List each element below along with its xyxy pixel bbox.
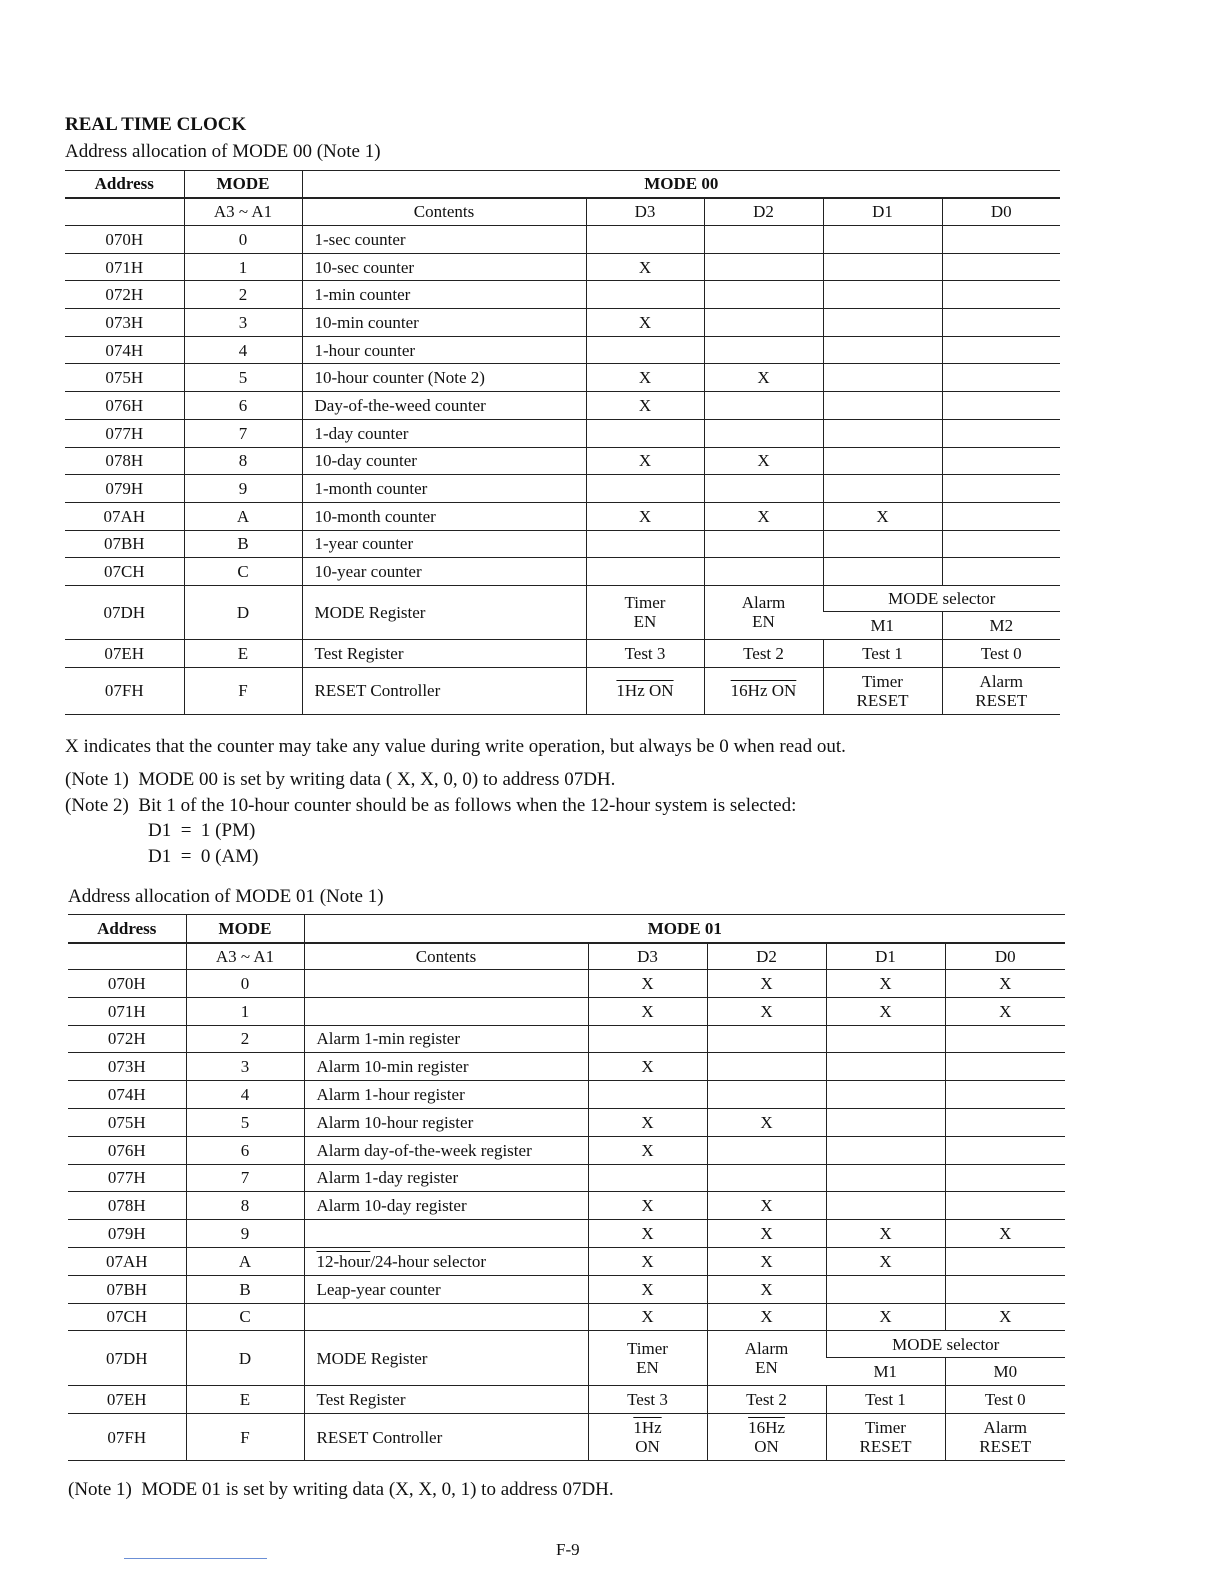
d1-cell: X — [826, 1247, 945, 1275]
contents-header: Contents — [304, 943, 588, 970]
mode-cell: 8 — [186, 1192, 304, 1220]
contents-cell: 1-hour counter — [302, 336, 586, 364]
d2-cell — [704, 253, 823, 281]
address-cell: 07AH — [68, 1247, 186, 1275]
reset-d0: Alarm RESET — [942, 667, 1060, 714]
test-reg-contents: Test Register — [304, 1386, 588, 1414]
mode-name-header: MODE 00 — [302, 171, 1060, 198]
mode-cell: 6 — [184, 392, 302, 420]
d3-cell — [586, 530, 704, 558]
address-cell: 071H — [68, 997, 186, 1025]
a-header: A3 ~ A1 — [186, 943, 304, 970]
reset-d0: Alarm RESET — [945, 1414, 1065, 1461]
contents-cell — [304, 1303, 588, 1331]
table0-caption: Address allocation of MODE 00 (Note 1) — [65, 141, 381, 162]
d0-cell: X — [945, 1303, 1065, 1331]
mode-cell: C — [184, 558, 302, 586]
address-cell: 076H — [65, 392, 184, 420]
contents-cell: 1-year counter — [302, 530, 586, 558]
contents-cell: 1-sec counter — [302, 226, 586, 254]
d2-cell — [707, 1025, 826, 1053]
d3-cell — [588, 1025, 707, 1053]
mode-cell: 7 — [186, 1164, 304, 1192]
mode-cell: B — [184, 530, 302, 558]
d0-cell — [942, 392, 1060, 420]
table-row — [68, 1108, 1065, 1136]
mode-cell: 5 — [186, 1108, 304, 1136]
d2-cell: X — [707, 1275, 826, 1303]
table-row — [68, 1192, 1065, 1220]
d0-cell: X — [945, 997, 1065, 1025]
mode-reg-addr: 07DH — [68, 1331, 186, 1386]
d0-cell — [942, 364, 1060, 392]
table-row — [65, 226, 1060, 254]
address-header: Address — [68, 915, 186, 943]
mode-reg-mode: D — [184, 585, 302, 639]
table-row — [68, 1136, 1065, 1164]
table-row — [65, 419, 1060, 447]
d3-cell: X — [586, 364, 704, 392]
mode-cell: 3 — [186, 1053, 304, 1081]
mode-cell: 9 — [186, 1220, 304, 1248]
test-reg-mode: E — [186, 1386, 304, 1414]
table-row — [68, 1303, 1065, 1331]
d2-cell — [707, 1081, 826, 1109]
d0-cell — [942, 558, 1060, 586]
mode-selector-m1: M1 — [823, 611, 942, 639]
d1-cell — [826, 1108, 945, 1136]
d3-cell — [586, 336, 704, 364]
test-reg-d2: Test 2 — [707, 1386, 826, 1414]
address-cell: 075H — [65, 364, 184, 392]
d0-cell — [942, 502, 1060, 530]
d2-cell: X — [707, 1220, 826, 1248]
d1-cell — [823, 475, 942, 503]
d0-cell — [945, 1108, 1065, 1136]
table-row — [65, 502, 1060, 530]
d1-cell — [823, 530, 942, 558]
d2-cell — [704, 226, 823, 254]
address-cell: 073H — [68, 1053, 186, 1081]
table-row — [65, 364, 1060, 392]
address-cell: 078H — [65, 447, 184, 475]
d2-header: D2 — [704, 198, 823, 226]
d0-header: D0 — [942, 198, 1060, 226]
d2-cell — [704, 281, 823, 309]
address-cell: 073H — [65, 309, 184, 337]
d1-header: D1 — [826, 943, 945, 970]
a-header: A3 ~ A1 — [184, 198, 302, 226]
d1-cell — [826, 1025, 945, 1053]
address-cell: 074H — [65, 336, 184, 364]
mode-cell: 9 — [184, 475, 302, 503]
mode-cell: 2 — [186, 1025, 304, 1053]
address-cell: 077H — [68, 1164, 186, 1192]
contents-cell: Alarm 10-hour register — [304, 1108, 588, 1136]
d0-cell — [945, 1136, 1065, 1164]
d0-cell — [945, 1247, 1065, 1275]
d2-cell — [704, 392, 823, 420]
test-reg-d1: Test 1 — [826, 1386, 945, 1414]
address-cell: 075H — [68, 1108, 186, 1136]
d3-cell — [586, 281, 704, 309]
mode-reg-contents: MODE Register — [304, 1331, 588, 1386]
contents-cell: 10-sec counter — [302, 253, 586, 281]
mode-reg-d2: Alarm EN — [704, 585, 823, 639]
d1-cell — [823, 253, 942, 281]
test-reg-contents: Test Register — [302, 639, 586, 667]
table-row — [65, 253, 1060, 281]
mode-cell: 0 — [184, 226, 302, 254]
mode-header: MODE — [186, 915, 304, 943]
d0-cell — [942, 281, 1060, 309]
table-row — [65, 447, 1060, 475]
d3-cell — [586, 226, 704, 254]
d0-cell: X — [945, 1220, 1065, 1248]
d2-cell — [707, 1053, 826, 1081]
d3-cell: X — [586, 502, 704, 530]
d0-cell — [945, 1275, 1065, 1303]
table-row — [65, 558, 1060, 586]
contents-cell — [304, 997, 588, 1025]
table-row — [65, 336, 1060, 364]
reset-d3: 1Hz ON — [586, 667, 704, 714]
d2-cell — [707, 1164, 826, 1192]
d3-cell — [588, 1081, 707, 1109]
table-row — [65, 475, 1060, 503]
mode-cell: A — [186, 1247, 304, 1275]
mode-reg-d3: Timer EN — [586, 585, 704, 639]
test-reg-d3: Test 3 — [586, 639, 704, 667]
contents-cell: 10-hour counter (Note 2) — [302, 364, 586, 392]
address-cell: 07BH — [68, 1275, 186, 1303]
address-cell: 079H — [68, 1220, 186, 1248]
reset-mode: F — [184, 667, 302, 714]
d0-cell — [942, 530, 1060, 558]
test-reg-d2: Test 2 — [704, 639, 823, 667]
d1-cell — [823, 558, 942, 586]
address-cell: 079H — [65, 475, 184, 503]
address-cell: 078H — [68, 1192, 186, 1220]
mode-selector-m0: M2 — [942, 611, 1060, 639]
mode-reg-mode: D — [186, 1331, 304, 1386]
overlined-text: 12-hour — [316, 1251, 371, 1271]
contents-cell — [304, 970, 588, 998]
mode-selector: MODE selector — [826, 1331, 1065, 1358]
d3-cell: X — [586, 447, 704, 475]
d1-cell — [823, 419, 942, 447]
address-cell: 07CH — [65, 558, 184, 586]
address-cell: 070H — [68, 970, 186, 998]
d1-cell — [826, 1275, 945, 1303]
mode-cell: 1 — [186, 997, 304, 1025]
d0-cell — [942, 253, 1060, 281]
d2-cell — [704, 309, 823, 337]
d2-cell — [704, 530, 823, 558]
note-2: (Note 2) Bit 1 of the 10-hour counter should be as follows when the 12-hour system is selected: — [65, 795, 797, 816]
d1-cell — [826, 1192, 945, 1220]
note-pm: D1 = 1 (PM) — [148, 820, 256, 841]
d1-cell — [826, 1136, 945, 1164]
mode-reg-addr: 07DH — [65, 585, 184, 639]
d2-cell: X — [704, 502, 823, 530]
table-row — [68, 1275, 1065, 1303]
address-cell: 076H — [68, 1136, 186, 1164]
d1-cell — [823, 226, 942, 254]
mode-selector: MODE selector — [823, 585, 1060, 611]
d3-cell: X — [586, 309, 704, 337]
x-note: X indicates that the counter may take any value during write operation, but always be 0 when read out. — [65, 736, 846, 757]
page-title: REAL TIME CLOCK — [65, 114, 247, 135]
link-underline — [124, 1558, 267, 1559]
mode-cell: 1 — [184, 253, 302, 281]
mode-cell: 4 — [184, 336, 302, 364]
d1-header: D1 — [823, 198, 942, 226]
test-reg-addr: 07EH — [65, 639, 184, 667]
table-row — [68, 1164, 1065, 1192]
d0-cell — [945, 1025, 1065, 1053]
d1-cell — [823, 392, 942, 420]
d1-cell: X — [826, 997, 945, 1025]
footnote: (Note 1) MODE 01 is set by writing data (X, X, 0, 1) to address 07DH. — [68, 1479, 614, 1500]
mode-reg-contents: MODE Register — [302, 585, 586, 639]
contents-cell: Alarm 10-day register — [304, 1192, 588, 1220]
reset-d1: Timer RESET — [826, 1414, 945, 1461]
contents-cell: Alarm 1-min register — [304, 1025, 588, 1053]
d3-cell — [586, 419, 704, 447]
mode-reg-d2: Alarm EN — [707, 1331, 826, 1386]
d1-cell — [823, 447, 942, 475]
table-row — [65, 392, 1060, 420]
note-am: D1 = 0 (AM) — [148, 846, 259, 867]
address-cell: 07CH — [68, 1303, 186, 1331]
table-row — [68, 1025, 1065, 1053]
test-reg-d0: Test 0 — [942, 639, 1060, 667]
test-reg-d1: Test 1 — [823, 639, 942, 667]
contents-cell: Alarm 1-hour register — [304, 1081, 588, 1109]
d0-cell: X — [945, 970, 1065, 998]
reset-addr: 07FH — [68, 1414, 186, 1461]
d3-cell: X — [588, 1108, 707, 1136]
d1-cell — [826, 1081, 945, 1109]
address-cell: 07BH — [65, 530, 184, 558]
reset-d2: 16Hz ON — [707, 1414, 826, 1461]
d3-cell: X — [588, 1220, 707, 1248]
contents-cell: 10-min counter — [302, 309, 586, 337]
mode-cell: 4 — [186, 1081, 304, 1109]
d1-cell: X — [826, 1220, 945, 1248]
d2-cell: X — [707, 1108, 826, 1136]
d3-header: D3 — [586, 198, 704, 226]
mode01-table — [68, 914, 1065, 1461]
address-cell: 070H — [65, 226, 184, 254]
contents-cell: 1-day counter — [302, 419, 586, 447]
table-row — [65, 309, 1060, 337]
reset-d1: Timer RESET — [823, 667, 942, 714]
reset-mode: F — [186, 1414, 304, 1461]
d3-cell: X — [588, 1053, 707, 1081]
contents-cell: 10-year counter — [302, 558, 586, 586]
table1-caption: Address allocation of MODE 01 (Note 1) — [68, 886, 384, 907]
contents-cell: 10-month counter — [302, 502, 586, 530]
d0-cell — [942, 447, 1060, 475]
reset-contents: RESET Controller — [302, 667, 586, 714]
d0-cell — [942, 336, 1060, 364]
test-reg-addr: 07EH — [68, 1386, 186, 1414]
address-cell: 077H — [65, 419, 184, 447]
test-reg-d0: Test 0 — [945, 1386, 1065, 1414]
d3-cell: X — [588, 997, 707, 1025]
d3-cell: X — [588, 1275, 707, 1303]
d3-cell: X — [586, 392, 704, 420]
d0-cell — [942, 419, 1060, 447]
test-reg-d3: Test 3 — [588, 1386, 707, 1414]
test-reg-mode: E — [184, 639, 302, 667]
address-cell: 072H — [68, 1025, 186, 1053]
reset-contents: RESET Controller — [304, 1414, 588, 1461]
mode-header: MODE — [184, 171, 302, 198]
d3-cell: X — [588, 1303, 707, 1331]
d3-header: D3 — [588, 943, 707, 970]
d2-cell: X — [707, 970, 826, 998]
table-row — [65, 281, 1060, 309]
reset-addr: 07FH — [65, 667, 184, 714]
selector-rest-text: /24-hour selector — [370, 1251, 486, 1271]
mode-cell: 8 — [184, 447, 302, 475]
d2-cell: X — [707, 1247, 826, 1275]
mode-cell: A — [184, 502, 302, 530]
blank-cell — [68, 943, 186, 970]
blank-cell — [65, 198, 184, 226]
contents-cell — [304, 1247, 588, 1275]
mode-selector-m1: M1 — [826, 1358, 945, 1386]
d3-cell: X — [586, 253, 704, 281]
address-cell: 074H — [68, 1081, 186, 1109]
d0-cell — [945, 1053, 1065, 1081]
address-cell: 071H — [65, 253, 184, 281]
d1-cell — [823, 281, 942, 309]
d1-cell — [823, 364, 942, 392]
contents-cell: 10-day counter — [302, 447, 586, 475]
d1-cell — [826, 1164, 945, 1192]
d0-cell — [945, 1081, 1065, 1109]
mode00-table — [65, 170, 1060, 715]
d1-cell: X — [823, 502, 942, 530]
mode-cell: 0 — [186, 970, 304, 998]
note-1: (Note 1) MODE 00 is set by writing data ( X, X, 0, 0) to address 07DH. — [65, 769, 616, 790]
table-row — [68, 1247, 1065, 1275]
d3-cell: X — [588, 970, 707, 998]
contents-cell — [304, 1220, 588, 1248]
contents-cell: Leap-year counter — [304, 1275, 588, 1303]
d1-cell — [823, 309, 942, 337]
d2-cell: X — [707, 1303, 826, 1331]
contents-cell: Alarm 1-day register — [304, 1164, 588, 1192]
d0-cell — [942, 226, 1060, 254]
table-row — [68, 997, 1065, 1025]
page-number: F-9 — [556, 1540, 580, 1559]
table-row — [68, 1081, 1065, 1109]
mode-cell: B — [186, 1275, 304, 1303]
d3-cell — [588, 1164, 707, 1192]
d0-cell — [945, 1164, 1065, 1192]
mode-cell: C — [186, 1303, 304, 1331]
contents-cell: Alarm 10-min register — [304, 1053, 588, 1081]
d2-cell: X — [707, 997, 826, 1025]
contents-header: Contents — [302, 198, 586, 226]
d3-cell: X — [588, 1136, 707, 1164]
address-cell: 072H — [65, 281, 184, 309]
d1-cell — [826, 1053, 945, 1081]
d1-cell: X — [826, 1303, 945, 1331]
mode-selector-m0: M0 — [945, 1358, 1065, 1386]
contents-cell: Alarm day-of-the-week register — [304, 1136, 588, 1164]
d2-cell — [704, 558, 823, 586]
d3-cell: X — [588, 1192, 707, 1220]
d2-cell: X — [707, 1192, 826, 1220]
mode-cell: 7 — [184, 419, 302, 447]
contents-cell: 1-month counter — [302, 475, 586, 503]
d1-cell — [823, 336, 942, 364]
d3-cell — [586, 558, 704, 586]
d3-cell: X — [588, 1247, 707, 1275]
d2-cell — [704, 336, 823, 364]
reset-d2: 16Hz ON — [704, 667, 823, 714]
mode-cell: 3 — [184, 309, 302, 337]
address-header: Address — [65, 171, 184, 198]
d2-cell: X — [704, 364, 823, 392]
d3-cell — [586, 475, 704, 503]
reset-d3: 1Hz ON — [588, 1414, 707, 1461]
table-row — [68, 970, 1065, 998]
d2-cell: X — [704, 447, 823, 475]
mode-cell: 2 — [184, 281, 302, 309]
d2-cell — [707, 1136, 826, 1164]
table-row — [65, 530, 1060, 558]
address-cell: 07AH — [65, 502, 184, 530]
mode-cell: 6 — [186, 1136, 304, 1164]
d2-cell — [704, 475, 823, 503]
table-row — [68, 1220, 1065, 1248]
contents-cell: 1-min counter — [302, 281, 586, 309]
mode-reg-d3: Timer EN — [588, 1331, 707, 1386]
d0-header: D0 — [945, 943, 1065, 970]
mode-cell: 5 — [184, 364, 302, 392]
d2-header: D2 — [707, 943, 826, 970]
d0-cell — [942, 475, 1060, 503]
table-row — [68, 1053, 1065, 1081]
d0-cell — [942, 309, 1060, 337]
d0-cell — [945, 1192, 1065, 1220]
d2-cell — [704, 419, 823, 447]
d1-cell: X — [826, 970, 945, 998]
contents-cell: Day-of-the-weed counter — [302, 392, 586, 420]
mode-name-header: MODE 01 — [304, 915, 1065, 943]
